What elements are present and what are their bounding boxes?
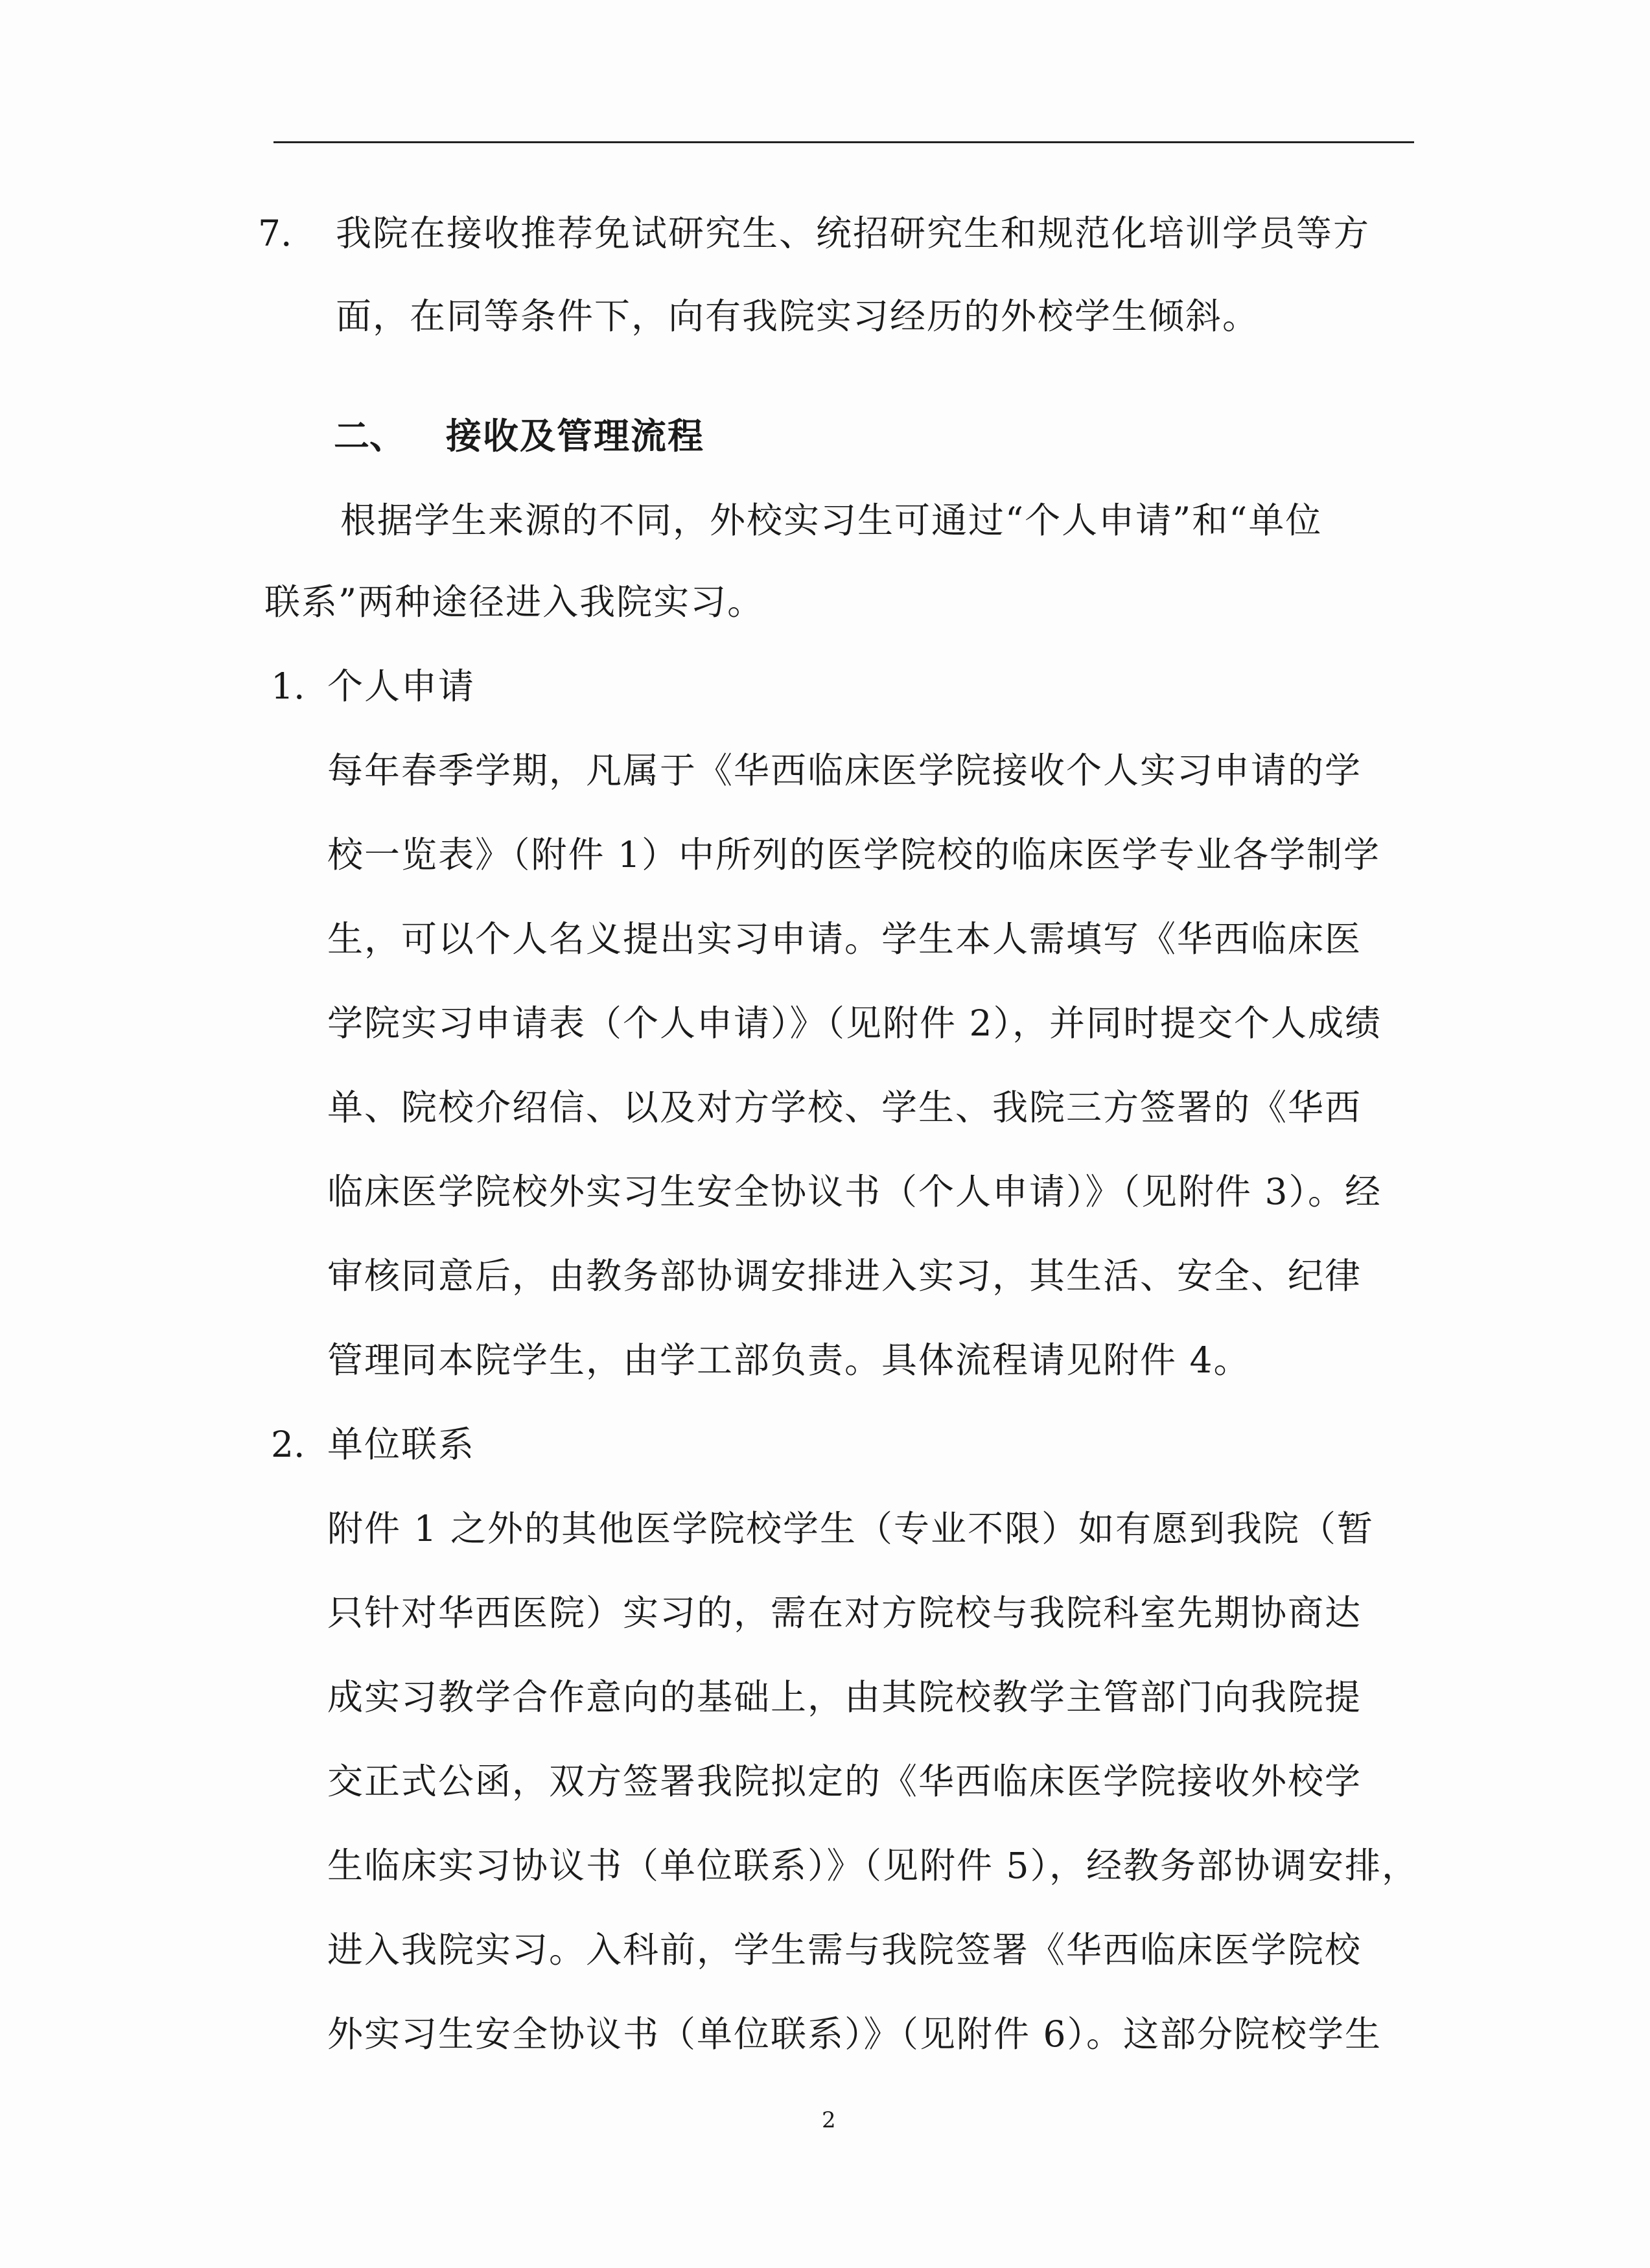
sub-1-line-7: 审核同意后，由教务部协调安排进入实习，其生活、安全、纪律 — [327, 1255, 1362, 1297]
page-number: 2 — [822, 2107, 836, 2133]
section-2-title: 接收及管理流程 — [446, 415, 705, 457]
item-7-line-2: 面，在同等条件下，向有我院实习经历的外校学生倾斜。 — [336, 295, 1260, 337]
sub-1-line-6: 临床医学院校外实习生安全协议书（个人申请）》（见附件 3）。经 — [327, 1171, 1382, 1212]
sub-1-line-5: 单、院校介绍信、以及对方学校、学生、我院三方签署的《华西 — [327, 1087, 1362, 1128]
section-2-intro-line-2: 联系”两种途径进入我院实习。 — [264, 581, 765, 623]
sub-2-line-4: 交正式公函，双方签署我院拟定的《华西临床医学院接收外校学 — [327, 1761, 1362, 1802]
sub-1-line-3: 生，可以个人名义提出实习申请。学生本人需填写《华西临床医 — [327, 918, 1362, 960]
sub-1-line-4: 学院实习申请表（个人申请）》（见附件 2），并同时提交个人成绩 — [327, 1002, 1382, 1044]
sub-2-title: 单位联系 — [327, 1424, 476, 1465]
sub-2-line-7: 外实习生安全协议书（单位联系）》（见附件 6）。这部分院校学生 — [327, 2013, 1382, 2055]
sub-1-number: 1. — [271, 665, 305, 707]
item-7-line-1: 我院在接收推荐免试研究生、统招研究生和规范化培训学员等方 — [336, 213, 1371, 254]
sub-1-title: 个人申请 — [327, 665, 476, 707]
section-2-intro-line-1: 根据学生来源的不同，外校实习生可通过“个人申请”和“单位 — [340, 500, 1323, 541]
section-2-number: 二、 — [334, 415, 406, 457]
sub-1-line-8: 管理同本院学生，由学工部负责。具体流程请见附件 4。 — [327, 1339, 1251, 1381]
sub-2-number: 2. — [271, 1424, 305, 1465]
item-7-number: 7. — [258, 213, 292, 254]
sub-2-line-3: 成实习教学合作意向的基础上，由其院校教学主管部门向我院提 — [327, 1676, 1362, 1718]
sub-2-line-6: 进入我院实习。入科前，学生需与我院签署《华西临床医学院校 — [327, 1929, 1362, 1971]
sub-1-line-1: 每年春季学期，凡属于《华西临床医学院接收个人实习申请的学 — [327, 750, 1362, 791]
header-rule — [273, 141, 1414, 143]
sub-2-line-5: 生临床实习协议书（单位联系）》（见附件 5），经教务部协调安排， — [327, 1845, 1419, 1886]
sub-2-line-1: 附件 1 之外的其他医学院校学生（专业不限）如有愿到我院（暂 — [327, 1508, 1374, 1549]
sub-2-line-2: 只针对华西医院）实习的，需在对方院校与我院科室先期协商达 — [327, 1592, 1362, 1634]
sub-1-line-2: 校一览表》（附件 1）中所列的医学院校的临床医学专业各学制学 — [327, 834, 1380, 875]
